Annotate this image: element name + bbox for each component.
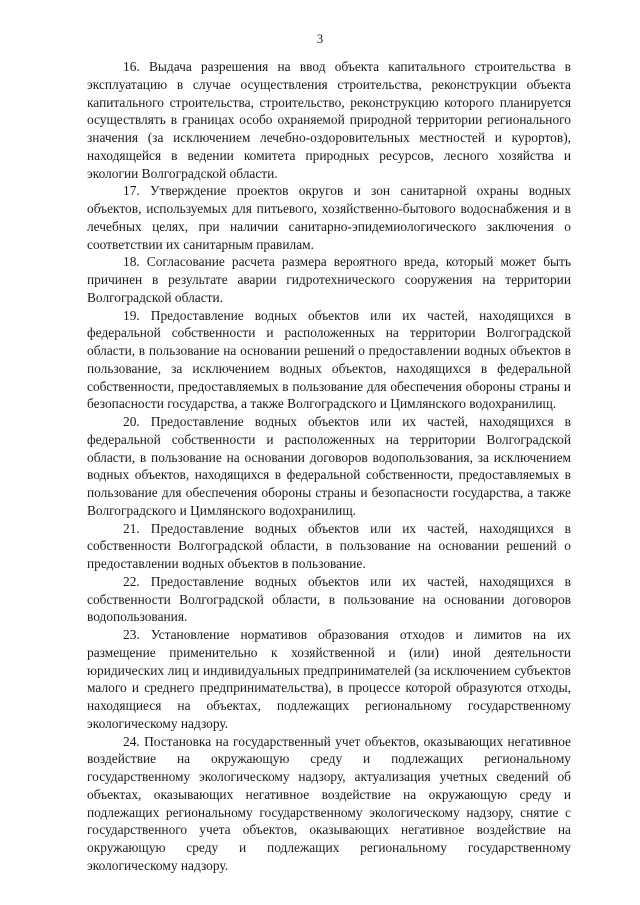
page-number: 3 (316, 31, 324, 46)
paragraph-21: 21. Предоставление водных объектов или их частей, находящихся в собственности Волгоградской области, в пользование на основании решений о предоставлении водных объектов в пользование. (87, 520, 571, 571)
paragraph-16: 16. Выдача разрешения на ввод объекта капитального строительства в эксплуатацию в случае осуществления строительства, реконструкции объекта капитального строительства, строительство, реконструкцию которого планируется осуществлять в границах особо охраняемой природной территории регионального значения (за исключением лечебно-оздоровительных местностей и курортов), находящейся в ведении комитета природных ресурсов, лесного хозяйства и экологии Волгоградской области. (87, 59, 571, 181)
paragraph-23: 23. Установление нормативов образования отходов и лимитов на их размещение применительно к хозяйственной и (или) иной деятельности юридических лиц и индивидуальных предпринимателей (за исключением субъектов малого и среднего предпринимательства), в процессе которой образуются отходы, находящиеся на объектах, подлежащих региональному государственному экологическому надзору. (87, 627, 571, 731)
paragraph-24: 24. Постановка на государственный учет объектов, оказывающих негативное воздействие на окружающую среду и подлежащих региональному государственному экологическому надзору, актуализация учетных сведений об объектах, оказывающих негативное воздействие на окружающую среду и подлежащих региональному государственному экологическому надзору, снятие с государственного учета объектов, оказывающих негативное воздействие на окружающую среду и подлежащих региональному государственному экологическому надзору. (87, 733, 571, 873)
paragraph-19: 19. Предоставление водных объектов или их частей, находящихся в федеральной собственности и расположенных на территории Волгоградской области, в пользование на основании решений о предоставлении водных объектов в пользование, за исключением водных объектов, находящихся в федеральной собственности, предоставляемых в пользование для обеспечения обороны страны и безопасности государства, а также Волгоградского и Цимлянского водохранилищ. (87, 307, 571, 412)
paragraph-17: 17. Утверждение проектов округов и зон санитарной охраны водных объектов, используемых для питьевого, хозяйственно-бытового водоснабжения и в лечебных целях, при наличии санитарно-эпидемиологического заключения о соответствии их санитарным правилам. (87, 183, 571, 252)
paragraph-22: 22. Предоставление водных объектов или их частей, находящихся в собственности Волгоградской области, в пользование на основании договоров водопользования. (87, 573, 571, 625)
paragraph-18: 18. Согласование расчета размера вероятного вреда, который может быть причинен в результате аварии гидротехнического сооружения на территории Волгоградской области. (87, 254, 571, 305)
paragraph-20: 20. Предоставление водных объектов или их частей, находящихся в федеральной собственности и расположенных на территории Волгоградской области, в пользование на основании договоров водопользования, за исключением водных объектов, находящихся в федеральной собственности, предоставляемых в пользование для обеспечения обороны страны и безопасности государства, а также Волгоградского и Цимлянского водохранилищ. (87, 414, 571, 518)
document-body (87, 58, 571, 875)
